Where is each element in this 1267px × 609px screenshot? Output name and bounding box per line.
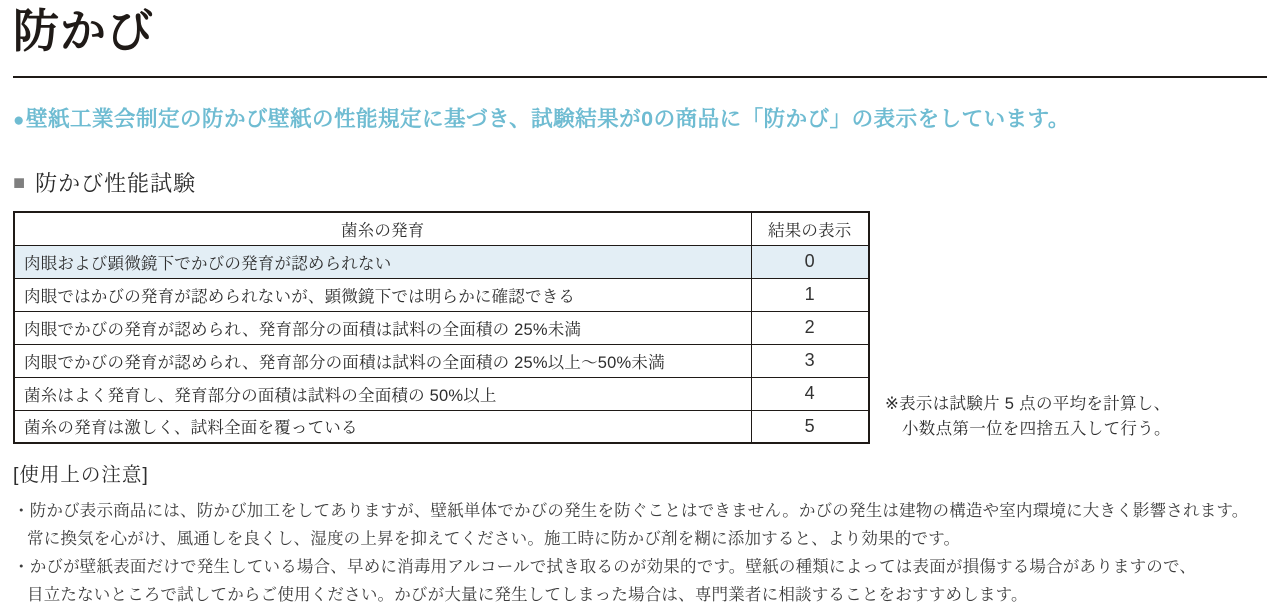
result-value: 0 [751, 245, 869, 278]
table-note-line2: 小数点第一位を四捨五入して行う。 [902, 420, 1171, 439]
col-header-result: 結果の表示 [751, 212, 869, 245]
result-value: 3 [751, 344, 869, 377]
section-heading [13, 167, 1253, 198]
table-row [14, 410, 869, 443]
result-value: 2 [751, 311, 869, 344]
title-divider [13, 76, 1267, 78]
table-row [14, 344, 869, 377]
intro-text: 壁紙工業会制定の防かび壁紙の性能規定に基づき、試験結果が0の商品に「防かび」の表示をしています。 [25, 107, 1070, 132]
usage-notes-title: [使用上の注意] [13, 464, 149, 487]
table-row [14, 278, 869, 311]
table-row [14, 311, 869, 344]
table-area [13, 211, 1253, 444]
result-value: 1 [751, 278, 869, 311]
result-value: 5 [751, 410, 869, 443]
usage-note-line: ・かびが壁紙表面だけで発生している場合、早めに消毒用アルコールで拭き取るのが効果的です。壁紙の種類によっては表面が損傷する場合がありますので、 [13, 558, 1197, 577]
page-title: 防かび [13, 5, 154, 57]
growth-description: 肉眼および顕微鏡下でかびの発育が認められない [14, 245, 751, 278]
performance-table [13, 211, 870, 444]
growth-description: 肉眼でかびの発育が認められ、発育部分の面積は試料の全面積の 25%以上～50%未満 [14, 344, 751, 377]
growth-description: 菌糸はよく発育し、発育部分の面積は試料の全面積の 50%以上 [14, 377, 751, 410]
growth-description: 菌糸の発育は激しく、試料全面を覆っている [14, 410, 751, 443]
table-header-row [14, 212, 869, 245]
table-note-line1: ※表示は試験片 5 点の平均を計算し、 [885, 395, 1171, 414]
usage-note-line: 常に換気を心がけ、風通しを良くし、湿度の上昇を抑えてください。施工時に防かび剤を糊に添加すると、より効果的です。 [27, 530, 961, 549]
usage-notes [13, 497, 1253, 609]
usage-note-item [13, 497, 1253, 553]
usage-note-line: ・防かび表示商品には、防かび加工をしてありますが、壁紙単体でかびの発生を防ぐことはできません。かびの発生は建物の構造や室内環境に大きく影響されます。 [13, 502, 1249, 521]
col-header-growth: 菌糸の発育 [14, 212, 751, 245]
usage-note-line: 目立たないところで試してからご使用ください。かびが大量に発生してしまった場合は、専門業者に相談することをおすすめします。 [27, 586, 1028, 605]
section-title: 防かび性能試験 [35, 171, 197, 197]
intro-statement [13, 102, 1253, 133]
table-row [14, 377, 869, 410]
table-note [885, 392, 1171, 442]
bullet-icon: ● [13, 110, 25, 132]
square-marker-icon: ■ [13, 171, 27, 194]
result-value: 4 [751, 377, 869, 410]
table-row [14, 245, 869, 278]
usage-note-item [13, 553, 1253, 609]
growth-description: 肉眼でかびの発育が認められ、発育部分の面積は試料の全面積の 25%未満 [14, 311, 751, 344]
growth-description: 肉眼ではかびの発育が認められないが、顕微鏡下では明らかに確認できる [14, 278, 751, 311]
